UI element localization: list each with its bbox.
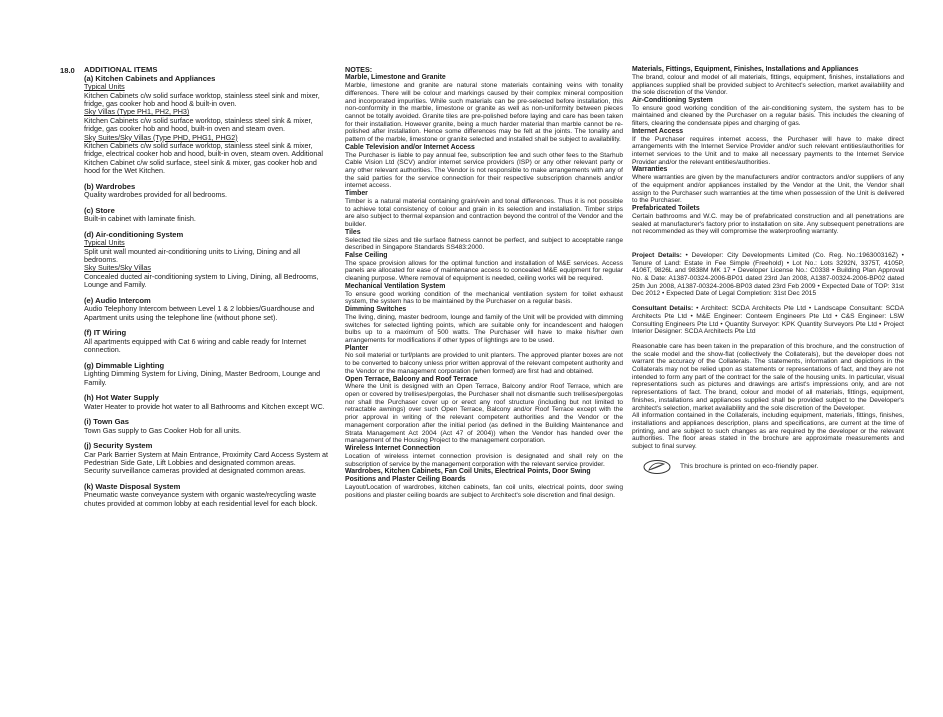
item-heading: (d) Air-conditioning System — [84, 229, 184, 239]
note-heading: Materials, Fittings, Equipment, Finishes, Installations and Appliances — [632, 66, 859, 73]
note-heading: Wireless Internet Connection — [345, 445, 441, 452]
section-title: ADDITIONAL ITEMS — [84, 65, 158, 74]
project-details-text: • Developer: City Developments Limited (Co. Reg. No.:196300316Z) • Tenure of Land: Estate in Fee Simple (Freehold) • Lot No.: Lots 3292N, 3375T, 4105P, 4106T, 9826L and 9838M MK 17 • Developer License No.: C0338 • Building Plan Approval No. & Date: A1387-00324-2006-BP01 dated 23rd Jan 2008, A1387-00324-2006-BP02 dated 25th Jun 2008, A1387-00324-2006-BP03 dated 23rd Feb 2009 • Expected Date of TOP: 31st Dec 2012 • Expected Date of Legal Completion: 31st Dec 2015 — [632, 251, 904, 298]
item-heading: (g) Dimmable Lighting — [84, 360, 165, 370]
item-heading: (b) Wardrobes — [84, 181, 136, 191]
consultant-details-text: • Architect: SCDA Architects Pte Ltd • Landscape Consultant: SCDA Architects Pte Ltd • M&E Engineer: Conteem Engineers Pte Ltd • C&S Engineer: LSW Consulting Engineers Pte Ltd • Quantity Surveyor: KPK Quantity Surveyors Pte Ltd • Project Interior Designer: SCDA Architects Pte Ltd — [632, 305, 904, 336]
details-column — [632, 66, 904, 475]
note-heading: Cable Television and/or Internet Access — [345, 143, 475, 151]
note-heading: Open Terrace, Balcony and Roof Terrace — [345, 375, 478, 383]
note-text: Where warranties are given by the manufacturers and/or contractors and/or suppliers of any of the equipment and/or appliances installed by the Vendor at the Unit, the Vendor shall assign to the Purchaser such warranties at the time when possession of the Unit is delivered to the Purchaser. — [632, 174, 904, 205]
note-heading: Prefabricated Toilets — [632, 205, 700, 213]
note-text: The Purchaser is liable to pay annual fee, subscription fee and such other fees to the Starhub Cable Vision Ltd (SCV) and/or internet service providers (ISP) or any other relevant party or any other relevant authorities. The Vendor is not responsible to make arrangements with any of the said parties for the service connection for their respective subscription channels and/or internet access. — [345, 151, 623, 190]
note-heading: Timber — [345, 190, 368, 198]
note-heading: Wardrobes, Kitchen Cabinets, Fan Coil Units, Electrical Points, Door Swing Positions and Plaster Ceiling Boards — [345, 468, 591, 483]
notes-continued-list — [632, 66, 904, 236]
note-heading: Marble, Limestone and Granite — [345, 74, 446, 82]
note-text: Timber is a natural material containing grain/vein and tonal differences. Thus it is not possible to achieve total consistency of colour and grain in its selection and installation. Timber strips are also subject to thermal expansion and contraction beyond the control of the Vendor and the builder. — [345, 197, 623, 229]
item-text: Car Park Barrier System at Main Entrance, Proximity Card Access System at Pedestrian Side Gate, Lift Lobbies and designated common areas. — [84, 449, 329, 467]
note-text: Certain bathrooms and W.C. may be of prefabricated construction and all penetrations are sealed at manufacturer's factory prior to installation on site. Any subsequent penetrations are not recommended as they will compromise the waterproofing warranty. — [632, 212, 904, 236]
note-heading: Mechanical Ventilation System — [345, 282, 446, 290]
item-heading: (i) Town Gas — [84, 416, 129, 426]
item-heading: (j) Security System — [84, 440, 153, 450]
item-subheading: Typical Units — [84, 82, 125, 92]
item-heading: (h) Hot Water Supply — [84, 392, 159, 402]
item-text: Town Gas supply to Gas Cooker Hob for all units. — [84, 425, 241, 435]
project-details-label: Project Details: — [632, 251, 682, 259]
item-text: All apartments equipped with Cat 6 wiring and cable ready for Internet connection. — [84, 336, 307, 355]
note-heading: Planter — [345, 344, 369, 352]
note-text: Layout/Location of wardrobes, kitchen cabinets, fan coil units, electrical points, door swing positions and plaster ceiling boards are subject to Architect's sole discretion and final design. — [345, 483, 623, 499]
note-text: If the Purchaser requires internet access, the Purchaser will have to make direct arrangements with the Internet Service Provider and/or such relevant entities/authorities for internet services to the Unit and to make all necessary payments to the Internet Service Provider and/or the relevant entities/authorities. — [632, 135, 904, 166]
note-text: No soil material or turf/plants are provided to unit planters. The approved planter boxes are not to be converted to balcony unless prior written approval of the relevant competent authority and the Vendor or the management corporation (when formed) are first had and obtained. — [345, 352, 623, 375]
item-text: Security surveillance cameras provided at designated common areas. — [84, 466, 306, 476]
item-text: Quality wardrobes provided for all bedrooms. — [84, 190, 228, 200]
item-text: Audio Telephony Intercom between Level 1 & 2 lobbies/Guardhouse and Apartment units using the telephone line (without phone set). — [84, 304, 315, 322]
item-heading: (k) Waste Disposal System — [84, 481, 181, 491]
item-subheading: Sky Villas (Type PH1, PH2, PH3) — [84, 107, 190, 117]
notes-list — [345, 74, 623, 499]
disclaimer-paragraph: Reasonable care has been taken in the preparation of this brochure, and the construction of the scale model and the show-flat (collectively the Collaterals), but the developer does not warrant the accuracy of the Collaterals. The statements, information and depictions in the Collaterals may not be relied upon as statements or representations of fact, and they are not intended to form any part of the contract for the sale of the housing units. In particular, visual representations such as pictures and drawings are artist's impressions only, and are not representations of fact. The brand, colour and model of all materials, fittings, equipment, finishes, installations and appliances supplied shall be provided subject to the Developer's architect's selection, market availability and the sole discretion of the Developer. — [632, 342, 904, 412]
disclaimer-paragraph: All information contained in the Collaterals, including equipment, materials, fittings, finishes, installations and appliances description, plans and specifications, are current at the time of printing, and are subject to such changes as are required by the developer or the relevant authorities. The floor areas stated in the brochure are approximate measurements and subject to final survey. — [632, 412, 904, 451]
note-text: Selected tile sizes and tile surface flatness cannot be perfect, and subject to acceptable range described in Singapore Standards SS483:2000. — [345, 236, 623, 252]
note-text: To ensure good working condition of the air-conditioning system, the system has to be maintained and cleaned by the Purchaser on a regular basis. This includes the cleaning of filters, clearing the condensate pipes and charging of gas. — [632, 104, 904, 128]
item-text: Water Heater to provide hot water to all Bathrooms and Kitchen except WC. — [84, 401, 325, 411]
item-text: Kitchen Cabinets c/w solid surface worktop, stainless steel sink & mixer, fridge, electrical cooker hob and hood, built-in oven, steam oven. Additional Kitchen Cabinet c/w solid surface, steel sink & mixer, gas cooker hob and hood for the Wet Kitchen. — [84, 141, 323, 176]
additional-items-column — [60, 66, 332, 508]
note-heading: Tiles — [345, 228, 361, 236]
item-text: Kitchen Cabinets c/w solid surface worktop, stainless steel sink & mixer, fridge, gas cooker hob and hood, built-in oven and steam oven. — [84, 115, 313, 134]
note-heading: Air-Conditioning System — [632, 96, 713, 104]
item-subheading: Typical Units — [84, 238, 125, 248]
item-heading: (f) IT Wiring — [84, 328, 127, 338]
item-subheading: Sky Suites/Sky Villas — [84, 263, 151, 273]
item-subheading: Sky Suites/Sky Villas (Type PHD, PHG1, PHG2) — [84, 132, 238, 142]
consultant-details-label: Consultant Details: — [632, 305, 694, 313]
note-heading: Warranties — [632, 166, 668, 174]
note-text: Marble, limestone and granite are natural stone materials containing veins with tonality differences. There will be colour and markings caused by their complex mineral composition and incorporated impurities. While such materials can be pre-selected before installation, this non-conformity in the marble, limestone or granite as well as non-uniformity between pieces cannot be totally avoided. Granite tiles are pre-polished before laying and care has been taken for their installation. However granite, being a much harder material than marble cannot be re-polished after installation. Hence some differences may be felt at the joints. The tonality and pattern of the marble, limestone or granite selected and installed shall be subject to availability. — [345, 82, 623, 144]
note-text: Location of wireless internet connection provision is designated and shall rely on the subscription of service by the management corporation with the relevant service provider. — [345, 452, 623, 468]
item-text: Concealed ducted air-conditioning system to Living, Dining, all Bedrooms, Lounge and Family. — [84, 271, 319, 290]
note-heading: False Ceiling — [345, 251, 388, 259]
note-heading: Dimming Switches — [345, 306, 407, 314]
item-heading: (a) Kitchen Cabinets and Appliances — [84, 73, 216, 83]
item-heading: (c) Store — [84, 205, 115, 215]
item-heading: (e) Audio Intercom — [84, 295, 151, 305]
eco-leaf-icon — [642, 459, 672, 475]
eco-paper-note: This brochure is printed on eco-friendly paper. — [680, 463, 819, 471]
note-text: The living, dining, master bedroom, lounge and family of the Unit will be provided with dimming switches for selected lighting points, which are suitable only for incandescent and halogen bulbs up to a maximum of 500 watts. The Purchaser will have to make his/her own arrangements for modifications if other types of lightings are to be used. — [345, 313, 623, 344]
note-text: The brand, colour and model of all materials, fittings, equipment, finishes, installations and appliances supplied shall be provided subject to Architect's selection, market availability and the sole discretion of the Vendor. — [632, 73, 904, 97]
item-text: Kitchen Cabinets c/w solid surface worktop, stainless steel sink and mixer, fridge, gas cooker hob and hood & built-in oven. — [84, 90, 320, 108]
note-heading: Internet Access — [632, 127, 684, 135]
note-text: Where the Unit is designed with an Open Terrace, Balcony and/or Roof Terrace, which are open or covered by trellises/pergolas, the Purchaser shall not dismantle such trellises/pergolas nor shall the Purchaser cover up or erect any roof structure (including but not limited to retractable awnings) over such Open Terrace, Balcony and/or Roof Terrace except with the prior approval in writing of the relevant competent authorities and the Vendor or the management corporation after the initial period (as defined in the Building Maintenance and Strata Management Act 2004 (Act 47 of 2004)) when the Vendor has handed over the management of the Housing Project to the management corporation. — [345, 383, 623, 445]
item-text: Split unit wall mounted air-conditioning units to Living, Dining and all bedrooms. — [84, 246, 301, 265]
note-text: The space provision allows for the optimal function and installation of M&E services. Access panels are allocated for ease of maintenance access to concealed M&E equipment for regular cleaning purpose. Where removal of equipment is needed, ceiling works will be required. — [345, 259, 623, 283]
section-number: 18.0 — [60, 66, 75, 75]
notes-column — [345, 66, 623, 499]
notes-title: NOTES: — [345, 65, 373, 74]
project-details — [632, 252, 904, 298]
item-text: Lighting Dimming System for Living, Dining, Master Bedroom, Lounge and Family. — [84, 369, 321, 387]
consultant-details — [632, 305, 904, 336]
note-text: To ensure good working condition of the mechanical ventilation system for toilet exhaust system, the system has to be maintained by the Purchaser on a regular basis. — [345, 290, 623, 306]
item-text: Built-in cabinet with laminate finish. — [84, 214, 196, 224]
additional-items-list — [60, 75, 332, 509]
item-text: Pneumatic waste conveyance system with organic waste/recycling waste chutes provided at common lobby at each residential level for each block. — [84, 490, 318, 508]
eco-footer — [642, 459, 904, 475]
